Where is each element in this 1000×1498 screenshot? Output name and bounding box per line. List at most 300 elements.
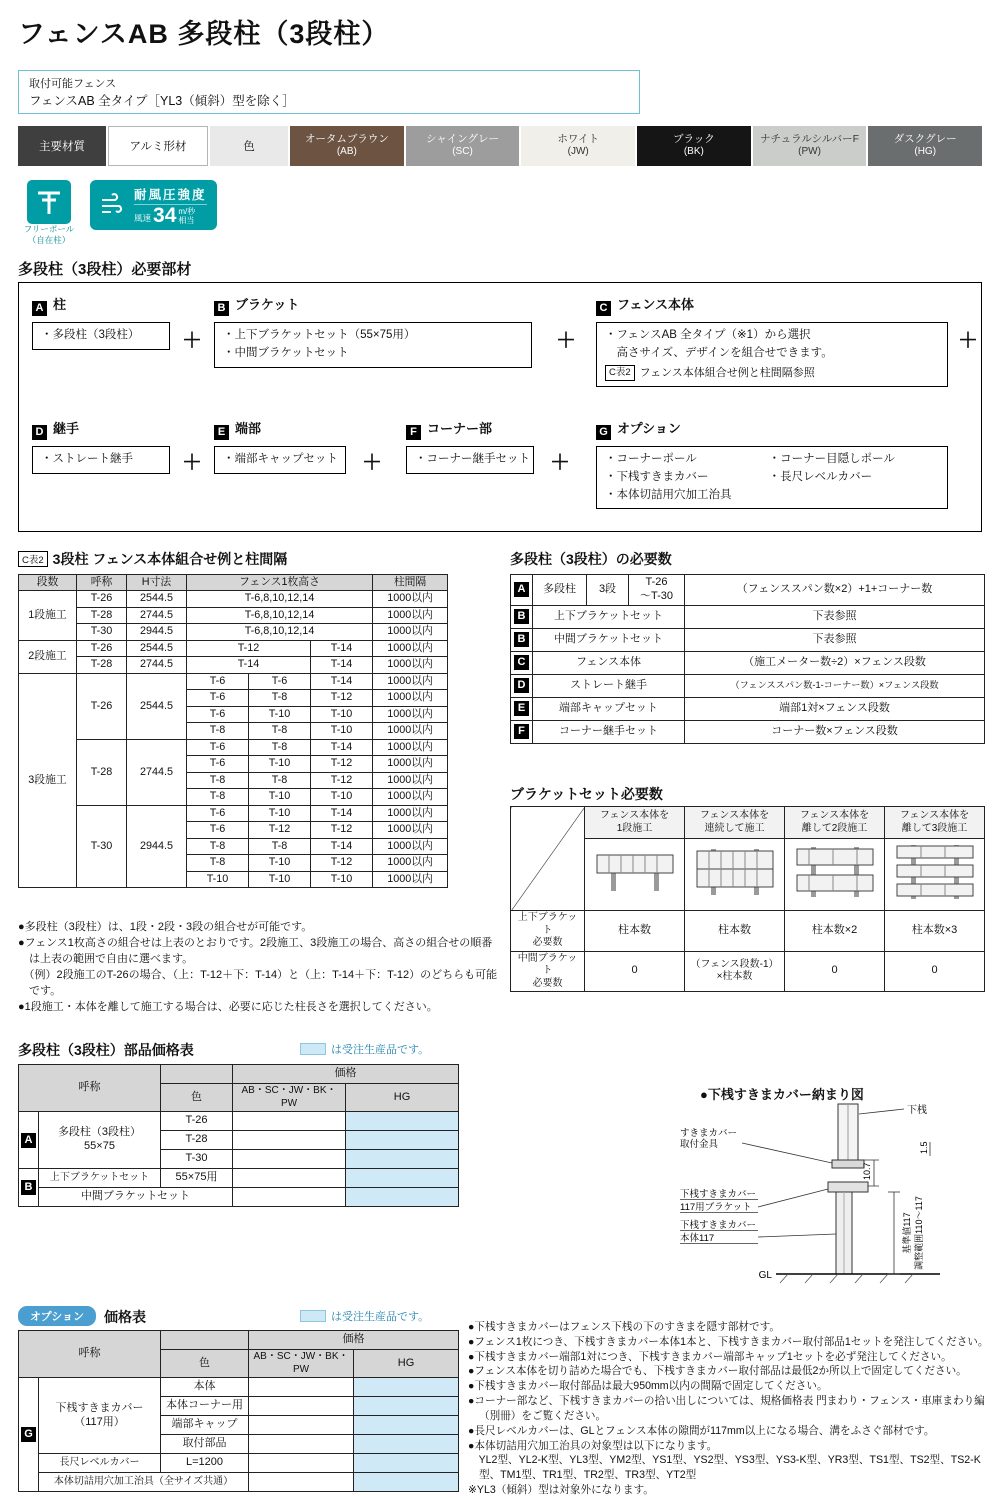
part-ref-text: フェンス本体組合せ例と柱間隔参照: [639, 366, 815, 379]
material-value: アルミ形材: [108, 126, 208, 166]
option-price-heading: [18, 1306, 146, 1327]
table-cell: 色: [161, 1350, 249, 1378]
table-cell: T-8: [249, 690, 311, 706]
table-cell: T-6: [249, 673, 311, 689]
table-cell: T-8: [187, 772, 249, 788]
table-cell: 2544.5: [127, 591, 187, 607]
table-row: [511, 575, 985, 606]
part-option: [596, 418, 948, 509]
table-row: [19, 739, 448, 755]
table-cell: （施工メーター数÷2）×フェンス段数: [685, 651, 985, 674]
letter-cell: [511, 575, 533, 606]
part-line: ・多段柱（3段柱）: [41, 329, 140, 341]
table-cell: 端部1対×フェンス段数: [685, 697, 985, 720]
part-pillar: [32, 294, 170, 350]
fence-illustration-single: [587, 843, 683, 901]
dim-1-5: 1.5: [919, 1141, 929, 1154]
table-row: [19, 1473, 459, 1492]
table-cell: 柱間隔: [373, 575, 448, 591]
table-cell: [354, 1454, 459, 1473]
part-end: [214, 418, 346, 474]
table-cell: T-14: [311, 805, 373, 821]
parts-price-title: 多段柱（3段柱）部品価格表: [18, 1042, 194, 1058]
table-cell: [354, 1416, 459, 1435]
table-cell: 上下ブラケット 必要数: [511, 911, 585, 952]
part-line: ・長尺レベルカバー: [768, 470, 873, 483]
part-joint: [32, 418, 170, 474]
applicable-fence-value: フェンスAB 全タイプ［YL3（傾斜）型を除く］: [29, 94, 295, 108]
cover-fitting: [832, 1160, 864, 1168]
table-cell: [346, 1150, 459, 1169]
label-fitting-1: すきまカバー: [680, 1128, 738, 1139]
applicable-fence-label: 取付可能フェンス: [29, 78, 117, 90]
letter-badge: E: [514, 701, 529, 716]
table-cell: 取付部品: [161, 1435, 249, 1454]
letter-badge-e: E: [214, 425, 229, 440]
part-line: ・コーナーポール: [605, 453, 697, 465]
table-cell: T-8: [249, 723, 311, 739]
table-cell: T-12: [311, 772, 373, 788]
table-row: [19, 805, 448, 821]
table-row: [511, 651, 985, 674]
table-cell: 多段柱: [533, 575, 587, 606]
label-fitting-2: 取付金具: [680, 1139, 719, 1150]
wind-value-line: [134, 205, 207, 226]
part-title: オプション: [617, 421, 681, 436]
table-cell: 0: [785, 951, 885, 992]
wind-resistance-badge: [90, 180, 217, 230]
table-cell: 0: [885, 951, 985, 992]
label-bracket-1: 下桟すきまカバー: [680, 1189, 757, 1200]
bracket-set-table: [510, 806, 985, 992]
label-body-2: 本体117: [680, 1233, 715, 1244]
part-line: ・コーナー継手セット: [415, 453, 530, 465]
note-line: ●本体切詰用穴加工治具の対象型は以下になります。: [468, 1439, 718, 1452]
letter-badge: G: [21, 1427, 36, 1442]
illustration-cell: [685, 839, 785, 911]
table-cell: T-10: [249, 789, 311, 805]
table-cell: T-26: [77, 673, 127, 739]
table-cell: 1000以内: [373, 591, 448, 607]
table-row: [511, 720, 985, 743]
table-cell: L=1200: [161, 1454, 249, 1473]
required-quantity-table: [510, 574, 985, 744]
table-cell: 柱本数×3: [885, 911, 985, 952]
part-box: [214, 446, 346, 474]
table-cell: 2544.5: [127, 640, 187, 656]
part-line: ・ストレート継手: [41, 453, 133, 465]
note-line: ●コーナー部など、下桟すきまカバーの拾い出しについては、規格価格表 門まわり・フェンス・車庫まわり編（別冊）をご覧ください。: [468, 1395, 985, 1422]
table-cell: 中間ブラケットセット: [39, 1188, 233, 1207]
wind-unit: m/秒: [178, 207, 196, 217]
part-box: [32, 446, 170, 474]
part-title: コーナー部: [427, 421, 493, 436]
table-cell: [354, 1435, 459, 1454]
table-cell: 1000以内: [373, 673, 448, 689]
table-cell: [249, 1378, 354, 1397]
letter-badge-f: F: [406, 425, 421, 440]
illustration-cell: [785, 839, 885, 911]
table-cell: 下桟すきまカバー （117用）: [39, 1378, 161, 1454]
plus-sign: ＋: [182, 330, 202, 352]
table-cell: T-28: [77, 657, 127, 673]
illustration-cell: [885, 839, 985, 911]
letter-badge: B: [514, 632, 529, 647]
table-cell: （フェンス段数-1） ×柱本数: [685, 951, 785, 992]
table-cell: 1000以内: [373, 624, 448, 640]
table-cell: AB・SC・JW・BK・PW: [233, 1084, 346, 1112]
part-line: ・上下ブラケットセット（55×75用）: [223, 329, 416, 341]
table-cell: 端部キャップ: [161, 1416, 249, 1435]
table-cell: T-14: [311, 640, 373, 656]
part-title: 継手: [53, 421, 80, 436]
table-cell: T-8: [187, 723, 249, 739]
parts-price-table: [18, 1064, 459, 1207]
table-cell: T-10: [187, 871, 249, 887]
table-row: [19, 1188, 459, 1207]
table-row: [19, 607, 448, 623]
table-row: [19, 1169, 459, 1188]
table-cell: T-8: [187, 855, 249, 871]
letter-cell: [19, 1378, 39, 1492]
note-line: ●下桟すきまカバーはフェンス下桟の下のすきまを隠す部材です。: [468, 1321, 780, 1333]
table-cell: 1000以内: [373, 690, 448, 706]
letter-cell: [511, 628, 533, 651]
option-badge: オプション: [18, 1306, 96, 1326]
table-cell: 1000以内: [373, 789, 448, 805]
table-cell: 2744.5: [127, 607, 187, 623]
table-cell: [161, 1331, 249, 1350]
table-cell: T-26 〜T-30: [629, 575, 685, 606]
note-line: ●下桟すきまカバー取付部品は最大950mm以内の間隔で固定してください。: [468, 1380, 828, 1393]
color-bar: [18, 126, 982, 166]
table-cell: [161, 1065, 233, 1084]
table-cell: T-28: [77, 739, 127, 805]
color-swatch-SC: シャイングレー (SC): [406, 126, 520, 166]
table-cell: [249, 1416, 354, 1435]
table-cell: 2944.5: [127, 624, 187, 640]
table-cell: [346, 1169, 459, 1188]
note-line: ※YL3（傾斜）型は対象外になります。: [468, 1484, 654, 1497]
table-cell: 上下ブラケットセット: [533, 605, 685, 628]
req-table-title: 多段柱（3段柱）の必要数: [510, 551, 672, 567]
table-cell: [249, 1473, 354, 1492]
table-cell: HG: [346, 1084, 459, 1112]
color-swatch-JW: ホワイト (JW): [521, 126, 635, 166]
part-title: ブラケット: [235, 297, 300, 312]
table-cell: T-28: [161, 1131, 233, 1150]
table-cell: T-6: [187, 690, 249, 706]
table-cell: 下表参照: [685, 628, 985, 651]
applicable-fence-box: [18, 70, 640, 114]
table-row: [511, 697, 985, 720]
cover-bracket: [828, 1182, 868, 1192]
table-cell: 呼称: [19, 1065, 161, 1112]
table-cell: 2段施工: [19, 640, 77, 673]
option-price-title: 価格表: [104, 1309, 147, 1325]
letter-cell: [19, 1112, 39, 1169]
letter-cell: [511, 674, 533, 697]
label-body-1: 下桟すきまカバー: [680, 1220, 757, 1231]
table-cell: T-10: [249, 706, 311, 722]
table-row: [511, 911, 985, 952]
table-cell: T-10: [311, 871, 373, 887]
freepole-label: フリーポール: [23, 224, 75, 234]
table-cell: 1000以内: [373, 772, 448, 788]
plus-sign: ＋: [958, 330, 978, 352]
label-rail: 下桟: [907, 1105, 927, 1116]
table-cell: [233, 1188, 346, 1207]
table-cell: コーナー数×フェンス段数: [685, 720, 985, 743]
material-label: 主要材質: [18, 126, 106, 166]
note-line: （例）2段施工のT-26の場合、（上：T-12＋下：T-14）と（上：T-14＋下：T-12）のどちらも可能です。: [18, 968, 498, 997]
color-swatch-BK: ブラック (BK): [637, 126, 751, 166]
made-to-order-swatch: [300, 1043, 326, 1055]
table-cell: 価格: [249, 1331, 459, 1350]
table-cell: 1000以内: [373, 805, 448, 821]
freepole-badge: [18, 180, 80, 245]
letter-badge-c: C: [596, 301, 611, 316]
letter-badge-a: A: [32, 301, 47, 316]
table-cell: ストレート継手: [533, 674, 685, 697]
table-cell: 1000以内: [373, 607, 448, 623]
letter-badge: C: [514, 655, 529, 670]
table-cell: 呼称: [19, 1331, 161, 1378]
table-cell: T-14: [311, 657, 373, 673]
table-row: [19, 1454, 459, 1473]
table-cell: 価格: [233, 1065, 459, 1084]
table-cell: フェンス1枚高さ: [187, 575, 373, 591]
letter-cell: [511, 720, 533, 743]
part-box: [596, 322, 948, 387]
table-cell: [354, 1378, 459, 1397]
table-cell: T-12: [187, 640, 311, 656]
table-row: [511, 674, 985, 697]
table-row: [511, 951, 985, 992]
table-cell: 1000以内: [373, 723, 448, 739]
table-cell: 1000以内: [373, 739, 448, 755]
table-cell: T-6: [187, 756, 249, 772]
legend-text: は受注生産品です。: [331, 1044, 430, 1056]
c2-table-title: 3段柱 フェンス本体組合せ例と柱間隔: [52, 551, 288, 567]
wind-suffix: 相当: [178, 216, 195, 226]
table-cell: T-8: [249, 739, 311, 755]
note-line: ●下桟すきまカバー端部1対につき、下桟すきまカバー端部キャップ1セットを必ず発注してください。: [468, 1350, 952, 1363]
table-cell: フェンス本体を 連続して施工: [685, 807, 785, 839]
page-title: フェンスAB 多段柱（3段柱）: [18, 19, 390, 49]
part-line: ・コーナー目隠しポール: [768, 453, 895, 465]
letter-badge: B: [21, 1180, 36, 1195]
table-cell: T-10: [311, 723, 373, 739]
table-cell: T-10: [249, 855, 311, 871]
table-cell: T-6,8,10,12,14: [187, 624, 373, 640]
table-cell: 本体切詰用穴加工治具（全サイズ共通）: [39, 1473, 249, 1492]
table-cell: T-10: [249, 756, 311, 772]
table-cell: 1000以内: [373, 838, 448, 854]
table-cell: T-26: [161, 1112, 233, 1131]
table-cell: T-6,8,10,12,14: [187, 607, 373, 623]
table-cell: T-8: [249, 838, 311, 854]
table-cell: T-14: [311, 673, 373, 689]
c2-tag: C表2: [605, 365, 635, 382]
table-cell: 0: [585, 951, 685, 992]
table-cell: T-10: [249, 871, 311, 887]
cover-detail-diagram: [678, 1102, 990, 1310]
letter-badge: F: [514, 724, 529, 739]
table-cell: T-12: [249, 822, 311, 838]
table-cell: 1段施工: [19, 591, 77, 640]
part-box: [32, 322, 170, 350]
letter-cell: [19, 1169, 39, 1207]
table-cell: 1000以内: [373, 640, 448, 656]
plus-sign: ＋: [362, 452, 382, 474]
table-cell: （フェンススパン数×2）+1+コーナー数: [685, 575, 985, 606]
color-swatch-PW: ナチュラルシルバーF (PW): [753, 126, 867, 166]
note-line: ●フェンス1枚高さの組合せは上表のとおりです。2段施工、3段施工の場合、高さの組合せの順番は上表の範囲で自由に選べます。: [18, 936, 493, 965]
dim-10-7: 10.7: [862, 1162, 872, 1180]
table-cell: T-12: [311, 855, 373, 871]
table-cell: 2544.5: [127, 673, 187, 739]
letter-badge-d: D: [32, 425, 47, 440]
freepole-sublabel: （自在柱）: [27, 234, 71, 245]
table-row: [19, 624, 448, 640]
fence-illustration-continuous: [687, 843, 783, 901]
table-cell: [249, 1454, 354, 1473]
table-cell: [346, 1112, 459, 1131]
label-gl: GL: [758, 1270, 772, 1281]
table-cell: フェンス本体を 離して3段施工: [885, 807, 985, 839]
table-cell: T-30: [77, 624, 127, 640]
note-line: ●1段施工・本体を離して施工する場合は、必要に応じた柱長さを選択してください。: [18, 1000, 438, 1013]
part-bracket: [214, 294, 532, 368]
table-cell: [511, 807, 585, 911]
part-title: 柱: [53, 297, 67, 312]
table-cell: コーナー継手セット: [533, 720, 685, 743]
part-fence-body: [596, 294, 948, 387]
part-title: 端部: [235, 421, 262, 436]
label-bracket-2: 117用ブラケット: [680, 1202, 752, 1213]
table-cell: T-30: [161, 1150, 233, 1169]
letter-badge-g: G: [596, 425, 611, 440]
table-row: [19, 575, 448, 591]
note-line: ●多段柱（3段柱）は、1段・2段・3段の組合せが可能です。: [18, 921, 313, 933]
illustration-cell: [585, 839, 685, 911]
table-cell: [233, 1150, 346, 1169]
table-row: [19, 657, 448, 673]
made-to-order-swatch: [300, 1310, 326, 1322]
table-cell: 2744.5: [127, 739, 187, 805]
table-cell: T-28: [77, 607, 127, 623]
part-title: フェンス本体: [617, 297, 694, 312]
combination-notes: [18, 920, 500, 1016]
wind-text: [134, 185, 207, 226]
table-row: [511, 605, 985, 628]
part-ref-line: [605, 365, 939, 382]
bracket-table-title: ブラケットセット必要数: [510, 786, 663, 802]
table-cell: HG: [354, 1350, 459, 1378]
note-line: ●フェンス本体を切り詰めた場合でも、下桟すきまカバー取付部品は最低2か所以上で固定してください。: [468, 1365, 967, 1378]
table-cell: T-10: [311, 789, 373, 805]
color-swatches: [290, 126, 982, 166]
made-to-order-legend: [300, 1308, 429, 1324]
table-cell: 2744.5: [127, 657, 187, 673]
table-cell: [233, 1112, 346, 1131]
table-cell: T-10: [311, 706, 373, 722]
part-line: ・フェンスAB 全タイプ（※1）から選択: [605, 329, 811, 341]
table-row: [19, 591, 448, 607]
table-cell: T-8: [187, 838, 249, 854]
table-cell: フェンス本体を 離して2段施工: [785, 807, 885, 839]
part-line: 高さサイズ、デザインを組合せできます。: [605, 346, 833, 359]
table-cell: 柱本数×2: [785, 911, 885, 952]
option-price-table: [18, 1330, 459, 1492]
table-cell: T-6,8,10,12,14: [187, 591, 373, 607]
table-cell: T-26: [77, 640, 127, 656]
dim-base: 基準値117: [902, 1212, 912, 1254]
table-cell: 2944.5: [127, 805, 187, 887]
table-cell: [354, 1473, 459, 1492]
table-cell: T-10: [249, 805, 311, 821]
note-line: YL2型、YL2-K型、YL3型、YM2型、YS1型、YS2型、YS3型、YS3-K型、YR3型、TS1型、TS2型、TS2-K型、TM1型、TR1型、TR2型、TR3型、YT2型: [468, 1454, 981, 1482]
table-cell: 柱本数: [585, 911, 685, 952]
table-cell: フェンス本体: [533, 651, 685, 674]
table-cell: T-6: [187, 739, 249, 755]
table-cell: 中間ブラケット 必要数: [511, 951, 585, 992]
letter-cell: [511, 651, 533, 674]
table-cell: T-12: [311, 690, 373, 706]
c2-tag: C表2: [18, 551, 48, 567]
color-label: 色: [210, 126, 288, 166]
table-cell: T-6: [187, 805, 249, 821]
table-cell: 本体コーナー用: [161, 1397, 249, 1416]
table-cell: 色: [161, 1084, 233, 1112]
table-cell: 長尺レベルカバー: [39, 1454, 161, 1473]
table-cell: [346, 1188, 459, 1207]
table-cell: T-30: [77, 805, 127, 887]
part-box: [214, 322, 532, 368]
wind-prefix: 風速: [134, 212, 152, 223]
wind-title: 耐風圧強度: [134, 185, 207, 205]
table-cell: 3段: [587, 575, 629, 606]
table-cell: T-14: [311, 838, 373, 854]
table-cell: 上下ブラケットセット: [39, 1169, 161, 1188]
freepole-icon: [27, 180, 71, 224]
table-cell: 1000以内: [373, 706, 448, 722]
made-to-order-legend: [300, 1041, 429, 1057]
table-cell: 1000以内: [373, 822, 448, 838]
table-cell: T-14: [311, 739, 373, 755]
option-notes: [468, 1320, 995, 1498]
table-cell: T-6: [187, 706, 249, 722]
table-cell: 1000以内: [373, 756, 448, 772]
plus-sign: ＋: [556, 330, 576, 352]
letter-badge: A: [514, 582, 529, 597]
table-cell: [233, 1131, 346, 1150]
table-row: [511, 807, 985, 839]
part-box: [406, 446, 534, 474]
table-cell: （フェンススパン数-1-コーナー数）×フェンス段数: [685, 674, 985, 697]
wind-icon: [100, 192, 126, 218]
plus-sign: ＋: [550, 452, 570, 474]
freepole-glyph: [35, 188, 63, 216]
wind-value: 34: [153, 203, 177, 227]
table-cell: 端部キャップセット: [533, 697, 685, 720]
part-line: ・端部キャップセット: [223, 453, 338, 465]
table-cell: AB・SC・JW・BK・PW: [249, 1350, 354, 1378]
table-row: [511, 628, 985, 651]
table-cell: [354, 1397, 459, 1416]
table-cell: T-12: [311, 822, 373, 838]
